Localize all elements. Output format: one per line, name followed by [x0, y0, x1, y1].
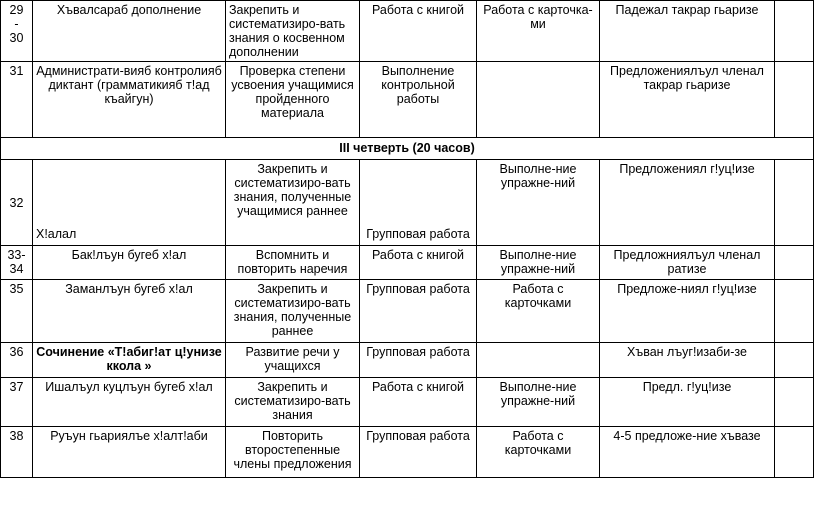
table-row [1, 62, 814, 138]
empty-cell [775, 62, 814, 138]
lesson-goal: Закрепить и систематизиро-вать знания, полученные раннее [226, 280, 360, 343]
lesson-form: Групповая работа [360, 427, 477, 478]
empty-cell [775, 1, 814, 62]
lesson-goal: Вспомнить и повторить наречия [226, 246, 360, 280]
lesson-goal: Закрепить и систематизиро-вать знания о косвенном дополнении [226, 1, 360, 62]
lesson-homework: 4-5 предложе-ние хъвазе [600, 427, 775, 478]
lesson-homework: Предложениял г!уц!изе [600, 160, 775, 246]
lesson-goal: Развитие речи у учащихся [226, 343, 360, 378]
quarter-title: III четверть (20 часов) [1, 138, 814, 160]
empty-cell [775, 378, 814, 427]
lesson-form: Работа с книгой [360, 378, 477, 427]
lesson-number: 31 [1, 62, 33, 138]
lesson-topic: Администрати-вияб контролияб диктант (грамматикияб т!ад къайгун) [33, 62, 226, 138]
lesson-material: Работа с карточками [477, 280, 600, 343]
table-row [1, 280, 814, 343]
lesson-homework: Предл. г!уц!изе [600, 378, 775, 427]
lesson-form: Групповая работа [360, 160, 477, 246]
lesson-material: Выполне-ние упражне-ний [477, 246, 600, 280]
table-row [1, 160, 814, 246]
empty-cell [775, 246, 814, 280]
empty-cell [775, 280, 814, 343]
lesson-number: 32 [1, 160, 33, 246]
lesson-material: Выполне-ние упражне-ний [477, 160, 600, 246]
lesson-homework: Предложениялъул членал такрар гьаризе [600, 62, 775, 138]
lesson-homework: Предложе-ниял г!уц!изе [600, 280, 775, 343]
lesson-topic: Ишалъул куцлъун бугеб х!ал [33, 378, 226, 427]
lesson-form: Работа с книгой [360, 246, 477, 280]
lesson-material [477, 62, 600, 138]
lesson-form: Групповая работа [360, 343, 477, 378]
lesson-topic: Сочинение «Т!абиг!ат ц!унизе ккола » [33, 343, 226, 378]
table-row [1, 343, 814, 378]
empty-cell [775, 160, 814, 246]
lesson-number: 29 - 30 [1, 1, 33, 62]
lesson-homework: Предложниялъул членал ратизе [600, 246, 775, 280]
lesson-number: 37 [1, 378, 33, 427]
lesson-topic: Х!алал [33, 160, 226, 246]
table-row [1, 1, 814, 62]
lesson-material: Работа с карточка-ми [477, 1, 600, 62]
lesson-material: Работа с карточками [477, 427, 600, 478]
lesson-goal: Закрепить и систематизиро-вать знания, полученные учащимися раннее [226, 160, 360, 246]
table-row [1, 427, 814, 478]
lesson-topic: Хъвалсараб дополнение [33, 1, 226, 62]
empty-cell [775, 343, 814, 378]
lesson-material [477, 343, 600, 378]
lesson-topic: Бак!лъун бугеб х!ал [33, 246, 226, 280]
table-row [1, 378, 814, 427]
lesson-topic: Руъун гьариялъе х!алт!аби [33, 427, 226, 478]
lesson-number: 33- 34 [1, 246, 33, 280]
lesson-number: 38 [1, 427, 33, 478]
lesson-topic: Заманлъун бугеб х!ал [33, 280, 226, 343]
quarter-header-row [1, 138, 814, 160]
lesson-homework: Падежал такрар гьаризе [600, 1, 775, 62]
lesson-number: 36 [1, 343, 33, 378]
empty-cell [775, 427, 814, 478]
lesson-form: Групповая работа [360, 280, 477, 343]
table-row [1, 246, 814, 280]
lesson-number: 35 [1, 280, 33, 343]
lesson-form: Работа с книгой [360, 1, 477, 62]
lesson-homework: Хъван лъуг!изаби-зе [600, 343, 775, 378]
lesson-form: Выполнение контрольной работы [360, 62, 477, 138]
lesson-material: Выполне-ние упражне-ний [477, 378, 600, 427]
lesson-goal: Проверка степени усвоения учащимися пройденного материала [226, 62, 360, 138]
lesson-goal: Повторить второстепенные члены предложения [226, 427, 360, 478]
lesson-goal: Закрепить и систематизиро-вать знания [226, 378, 360, 427]
